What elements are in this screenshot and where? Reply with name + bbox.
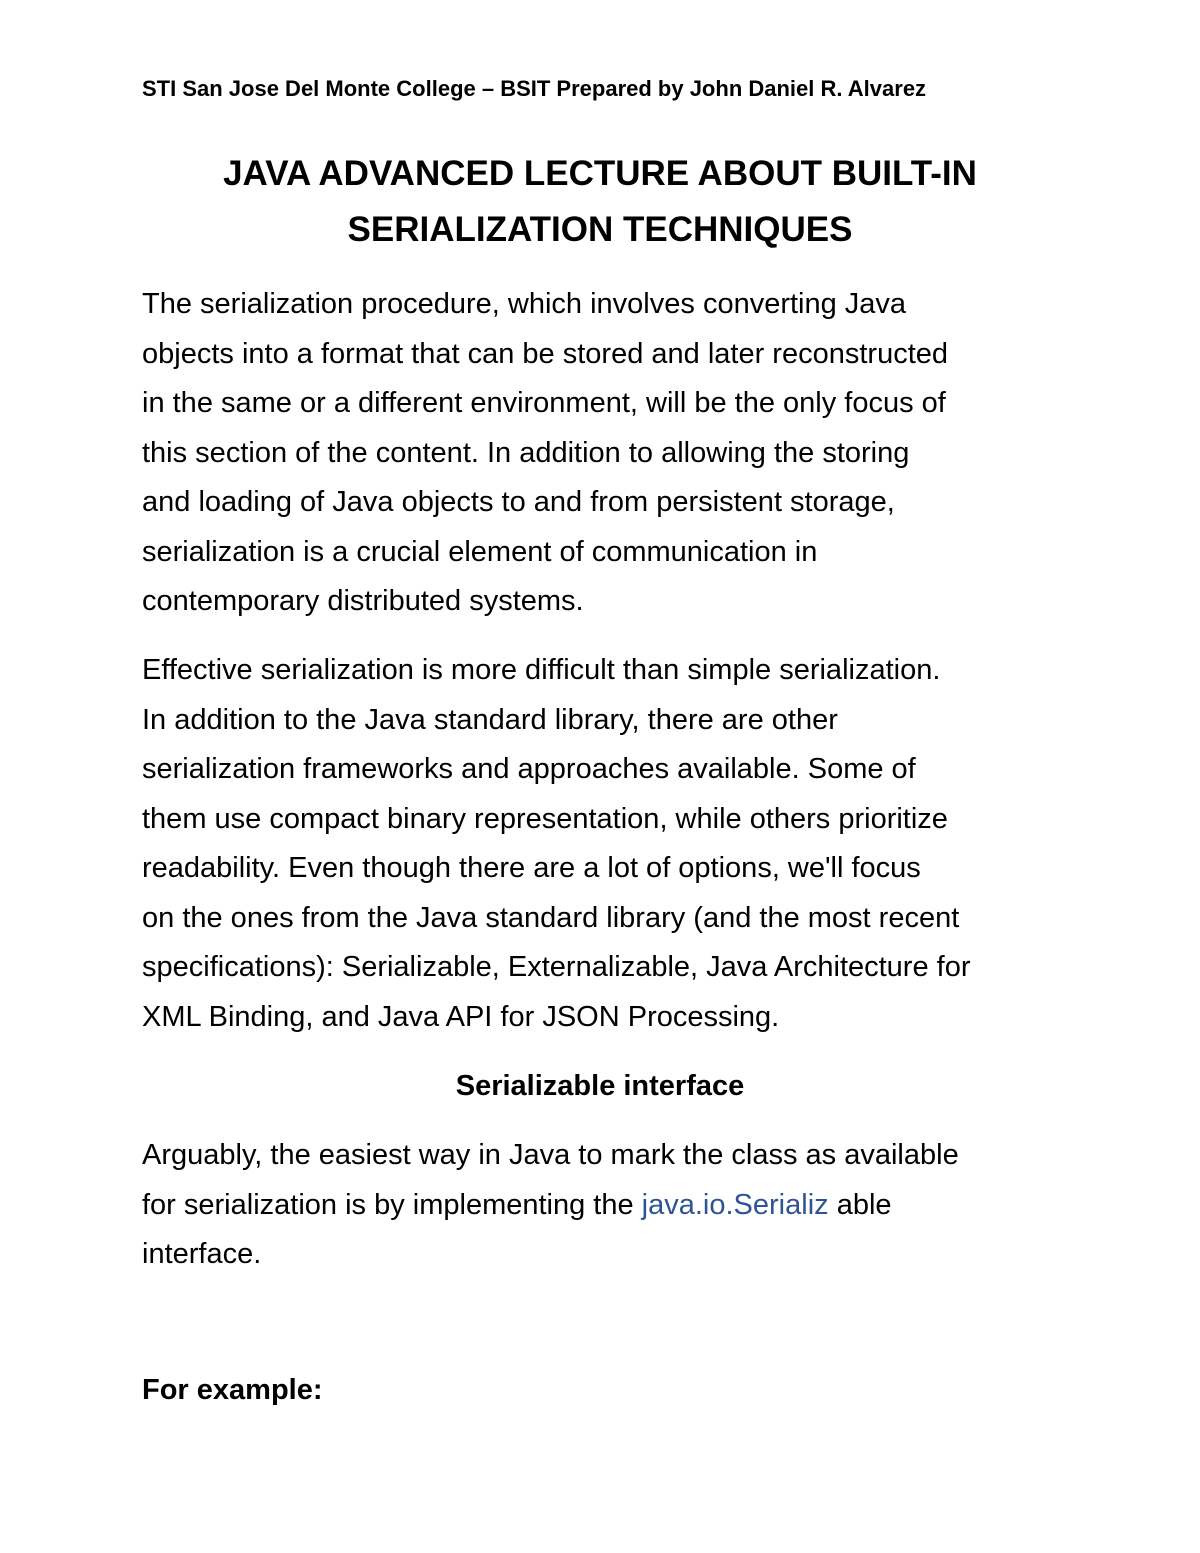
example-label: For example: [142, 1374, 323, 1406]
paragraph-line: contemporary distributed systems. [142, 585, 584, 617]
section-heading: Serializable interface [455, 1070, 745, 1102]
paragraph-serializable [142, 1131, 1072, 1280]
paragraph-line: serialization is a crucial element of communication in [142, 535, 818, 568]
paragraph-line: in the same or a different environment, will be the only focus of [142, 387, 946, 419]
paragraph-text: able [828, 1188, 892, 1221]
paragraph-line [142, 1181, 1072, 1231]
paragraph-line: this section of the content. In addition to allowing the storing [142, 436, 910, 469]
title-line-2: SERIALIZATION TECHNIQUES [347, 210, 853, 249]
paragraph-line: The serialization procedure, which involves converting Java [142, 288, 907, 320]
paragraph-line: interface. [142, 1238, 262, 1270]
paragraph-line: In addition to the Java standard library, there are other [142, 703, 838, 736]
paragraph-line: Arguably, the easiest way in Java to mark the class as available [142, 1139, 959, 1171]
paragraph-frameworks [142, 646, 1072, 1042]
paragraph-line: readability. Even though there are a lot of options, we'll focus [142, 852, 921, 884]
paragraph-text: for serialization is by implementing the [142, 1188, 642, 1221]
paragraph-line: specifications): Serializable, Externalizable, Java Architecture for [142, 951, 971, 983]
paragraph-line: XML Binding, and Java API for JSON Processing. [142, 1000, 780, 1033]
paragraph-line: objects into a format that can be stored and later reconstructed [142, 337, 949, 370]
paragraph-line: and loading of Java objects to and from persistent storage, [142, 486, 895, 518]
paragraph-intro [142, 280, 1072, 627]
paragraph-line: them use compact binary representation, while others prioritize [142, 802, 948, 835]
title-line-1: JAVA ADVANCED LECTURE ABOUT BUILT-IN [223, 154, 977, 193]
document-title [142, 146, 1058, 258]
page-header: STI San Jose Del Monte College – BSIT Prepared by John Daniel R. Alvarez [142, 76, 927, 101]
paragraph-line: serialization frameworks and approaches available. Some of [142, 753, 916, 785]
paragraph-line: Effective serialization is more difficult than simple serialization. [142, 654, 941, 686]
paragraph-line: on the ones from the Java standard library (and the most recent [142, 901, 960, 934]
serializable-link[interactable]: java.io.Serializ [641, 1188, 829, 1221]
